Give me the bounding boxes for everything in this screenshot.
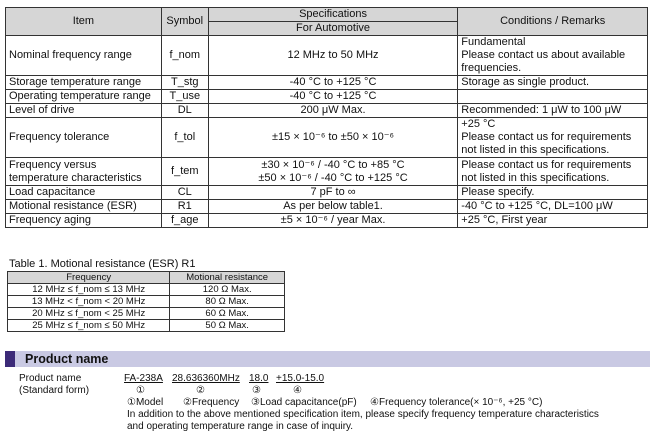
for-automotive-header: For Automotive xyxy=(208,22,458,36)
table1-row xyxy=(8,320,285,332)
item-cell: Frequency tolerance xyxy=(6,118,162,158)
symbol-cell: CL xyxy=(161,186,208,200)
item-cell: Level of drive xyxy=(6,104,162,118)
remarks-cell: Please contact us for requirements not listed in this specifications. xyxy=(458,158,648,186)
resistance-cell: 80 Ω Max. xyxy=(170,296,285,308)
legend-tolerance: ④Frequency tolerance(× 10⁻⁶, +25 °C) xyxy=(370,397,543,408)
marker-2: ② xyxy=(196,385,205,396)
resistance-header: Motional resistance xyxy=(170,272,285,284)
part-tolerance: +15.0-15.0 xyxy=(276,373,325,384)
remarks-cell: +25 °C Please contact us for requirements not listed in this specifications. xyxy=(458,118,648,158)
product-name-section-bar xyxy=(5,351,650,367)
symbol-cell: DL xyxy=(161,104,208,118)
symbol-cell: f_nom xyxy=(161,36,208,76)
item-cell: Nominal frequency range xyxy=(6,36,162,76)
table1-row xyxy=(8,284,285,296)
marker-4: ④ xyxy=(293,385,302,396)
spec-row xyxy=(6,104,648,118)
motional-resistance-table xyxy=(7,271,285,332)
symbol-cell: f_tol xyxy=(161,118,208,158)
spec-row xyxy=(6,214,648,228)
spec-cell: ±30 × 10⁻⁶ / -40 °C to +85 °C ±50 × 10⁻⁶ / -40 °C to +125 °C xyxy=(208,158,458,186)
frequency-cell: 20 MHz ≤ f_nom < 25 MHz xyxy=(8,308,170,320)
table1-caption: Table 1. Motional resistance (ESR) R1 xyxy=(9,258,196,270)
section-title: Product name xyxy=(25,352,109,366)
part-model: FA-238A xyxy=(124,373,163,384)
spec-cell: ±15 × 10⁻⁶ to ±50 × 10⁻⁶ xyxy=(208,118,458,158)
table1-row xyxy=(8,308,285,320)
symbol-cell: R1 xyxy=(161,200,208,214)
spec-cell: ±5 × 10⁻⁶ / year Max. xyxy=(208,214,458,228)
frequency-cell: 13 MHz < f_nom < 20 MHz xyxy=(8,296,170,308)
item-cell: Load capacitance xyxy=(6,186,162,200)
spec-row xyxy=(6,118,648,158)
resistance-cell: 50 Ω Max. xyxy=(170,320,285,332)
item-cell: Frequency versus temperature characteristics xyxy=(6,158,162,186)
symbol-cell: f_tem xyxy=(161,158,208,186)
legend-model: ①Model xyxy=(127,397,164,408)
remarks-cell: -40 °C to +125 °C, DL=100 μW xyxy=(458,200,648,214)
spec-cell: 7 pF to ∞ xyxy=(208,186,458,200)
spec-row xyxy=(6,200,648,214)
spec-cell: -40 °C to +125 °C xyxy=(208,76,458,90)
legend-frequency: ②Frequency xyxy=(183,397,240,408)
marker-1: ① xyxy=(136,385,145,396)
item-cell: Operating temperature range xyxy=(6,90,162,104)
remarks-cell: +25 °C, First year xyxy=(458,214,648,228)
remarks-cell: Recommended: 1 μW to 100 μW xyxy=(458,104,648,118)
spec-row xyxy=(6,76,648,90)
symbol-header: Symbol xyxy=(161,8,208,36)
item-header: Item xyxy=(6,8,162,36)
remarks-cell xyxy=(458,90,648,104)
product-name-label: Product name xyxy=(19,373,82,384)
item-cell: Motional resistance (ESR) xyxy=(6,200,162,214)
specifications-header: Specifications xyxy=(208,8,458,22)
resistance-cell: 60 Ω Max. xyxy=(170,308,285,320)
spec-cell: 12 MHz to 50 MHz xyxy=(208,36,458,76)
note-line-1: In addition to the above mentioned specification item, please specify frequency temperature characteristics xyxy=(127,409,599,420)
spec-cell: 200 μW Max. xyxy=(208,104,458,118)
standard-form-label: (Standard form) xyxy=(19,385,90,396)
remarks-cell: Storage as single product. xyxy=(458,76,648,90)
specifications-table xyxy=(5,7,648,228)
frequency-header: Frequency xyxy=(8,272,170,284)
symbol-cell: T_use xyxy=(161,90,208,104)
remarks-cell: Please specify. xyxy=(458,186,648,200)
marker-3: ③ xyxy=(252,385,261,396)
section-marker xyxy=(5,351,15,367)
symbol-cell: f_age xyxy=(161,214,208,228)
frequency-cell: 12 MHz ≤ f_nom ≤ 13 MHz xyxy=(8,284,170,296)
legend-load-capacitance: ③Load capacitance(pF) xyxy=(251,397,357,408)
resistance-cell: 120 Ω Max. xyxy=(170,284,285,296)
symbol-cell: T_stg xyxy=(161,76,208,90)
spec-row xyxy=(6,90,648,104)
note-line-2: and operating temperature range in case of inquiry. xyxy=(127,421,354,432)
spec-cell: As per below table1. xyxy=(208,200,458,214)
frequency-cell: 25 MHz ≤ f_nom ≤ 50 MHz xyxy=(8,320,170,332)
spec-row xyxy=(6,36,648,76)
remarks-cell: Fundamental Please contact us about available frequencies. xyxy=(458,36,648,76)
spec-row xyxy=(6,186,648,200)
part-load-capacitance: 18.0 xyxy=(249,373,269,384)
item-cell: Storage temperature range xyxy=(6,76,162,90)
spec-cell: -40 °C to +125 °C xyxy=(208,90,458,104)
table1-row xyxy=(8,296,285,308)
item-cell: Frequency aging xyxy=(6,214,162,228)
spec-row xyxy=(6,158,648,186)
part-frequency: 28.636360MHz xyxy=(172,373,240,384)
conditions-header: Conditions / Remarks xyxy=(458,8,648,36)
